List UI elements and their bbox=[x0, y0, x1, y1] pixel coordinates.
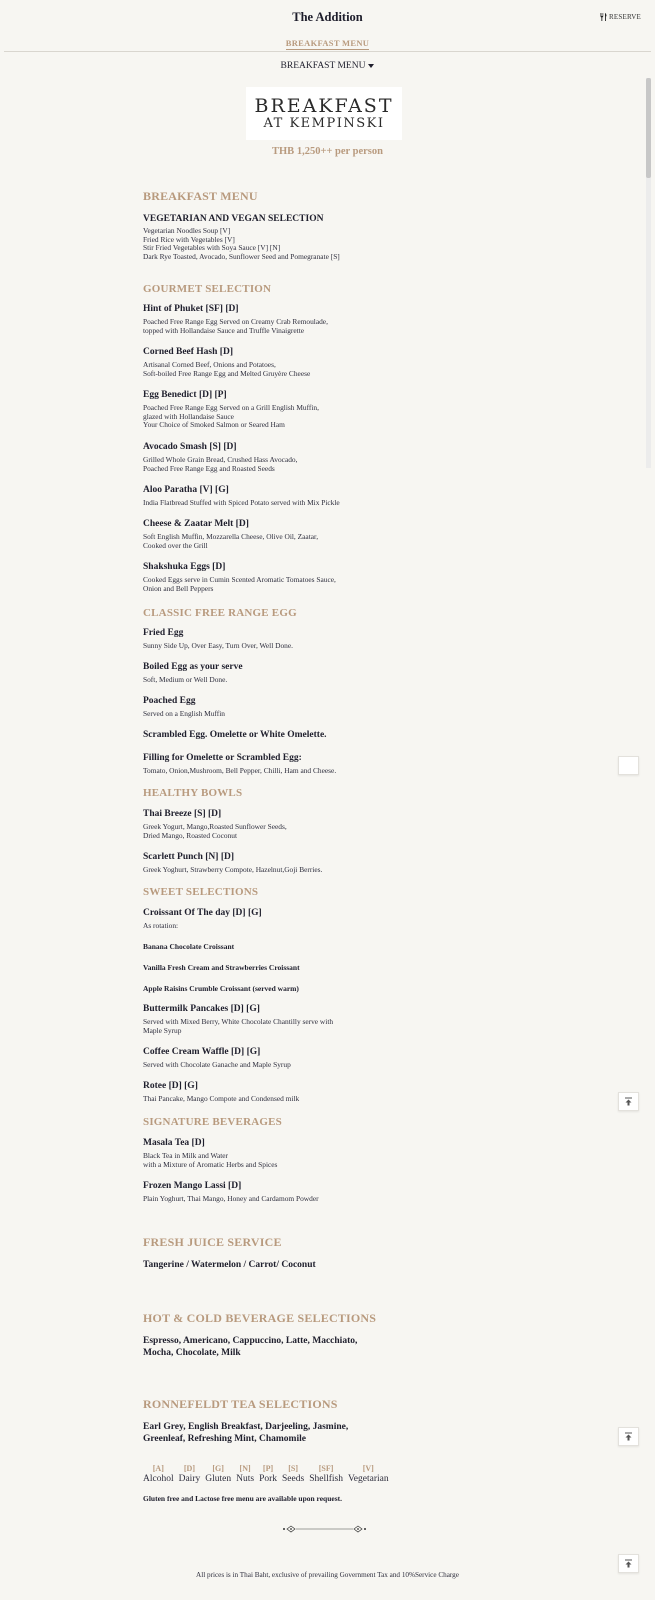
item-description: Served on a English Muffin bbox=[143, 709, 225, 718]
item-title: Masala Tea [D] bbox=[143, 1138, 205, 1148]
legend-item bbox=[236, 1464, 254, 1485]
legend-name: Nuts bbox=[236, 1474, 255, 1484]
section-gourmet: GOURMET SELECTION bbox=[143, 283, 272, 295]
breakfast-logo bbox=[246, 87, 402, 140]
item-title: Cheese & Zaatar Melt [D] bbox=[143, 519, 249, 529]
menu-line: Soft English Muffin, Mozzarella Cheese, Olive Oil, Zaatar, bbox=[143, 532, 319, 541]
menu-item-corned-beef bbox=[143, 347, 310, 378]
legend-code: [A] bbox=[152, 1464, 164, 1473]
hot-cold-list bbox=[143, 1336, 357, 1359]
item-title: Avocado Smash [S] [D] bbox=[143, 442, 237, 452]
menu-item-egg-benedict bbox=[143, 390, 319, 430]
menu-item-masala-tea bbox=[143, 1138, 277, 1169]
menu-item-rotee bbox=[143, 1081, 299, 1104]
legend-name: Seeds bbox=[282, 1474, 305, 1484]
allergen-legend bbox=[143, 1464, 394, 1485]
item-title: Corned Beef Hash [D] bbox=[143, 347, 233, 357]
menu-line: Grilled Whole Grain Bread, Crushed Hass Avocado, bbox=[143, 455, 298, 464]
menu-line: India Flatbread Stuffed with Spiced Potato served with Mix Pickle bbox=[143, 498, 340, 507]
menu-item-mango-lassi bbox=[143, 1181, 319, 1204]
menu-item-avocado-smash bbox=[143, 442, 297, 473]
menu-item-thai-breeze bbox=[143, 809, 287, 840]
menu-line: Vegetarian Noodles Soup [V] bbox=[143, 226, 231, 235]
item-description bbox=[143, 456, 297, 473]
legend-item bbox=[309, 1464, 343, 1485]
legend-code: [D] bbox=[183, 1464, 195, 1473]
item-title: Poached Egg bbox=[143, 696, 196, 706]
item-description bbox=[143, 576, 336, 593]
item-title: Buttermilk Pancakes [D] [G] bbox=[143, 1004, 260, 1014]
menu-item-scarlett-punch bbox=[143, 852, 322, 875]
item-description: Sunny Side Up, Over Easy, Turn Over, Well Done. bbox=[143, 641, 293, 650]
cutlery-icon bbox=[600, 13, 607, 21]
item-description: Soft, Medium or Well Done. bbox=[143, 675, 228, 684]
item-description: Served with Chocolate Ganache and Maple Syrup bbox=[143, 1060, 291, 1069]
menu-line: Poached Free Range Egg Served on a Grill English Muffin, bbox=[143, 403, 319, 412]
legend-item bbox=[282, 1464, 304, 1485]
section-fresh-juice: FRESH JUICE SERVICE bbox=[143, 1235, 282, 1249]
item-title: Rotee [D] [G] bbox=[143, 1081, 198, 1091]
arrow-up-to-line-icon bbox=[624, 1097, 633, 1106]
menu-line: Earl Grey, English Breakfast, Darjeeling, Jasmine, bbox=[143, 1422, 349, 1432]
legend-name: Shellfish bbox=[309, 1474, 343, 1484]
arrow-up-to-line-icon bbox=[624, 1432, 633, 1441]
menu-item-boiled-egg bbox=[143, 662, 243, 685]
menu-dropdown-value: BREAKFAST MENU bbox=[280, 61, 366, 71]
menu-line: Cooked over the Grill bbox=[143, 540, 208, 550]
menu-line: Mocha, Chocolate, Milk bbox=[143, 1347, 241, 1358]
menu-line: Dried Mango, Roasted Coconut bbox=[143, 830, 238, 840]
section-hot-cold-beverages: HOT & COLD BEVERAGE SELECTIONS bbox=[143, 1311, 377, 1325]
legend-name: Alcohol bbox=[143, 1474, 174, 1484]
menu-item-pancakes bbox=[143, 1004, 333, 1035]
legend-code: [G] bbox=[212, 1464, 224, 1473]
section-tea: RONNEFELDT TEA SELECTIONS bbox=[143, 1397, 338, 1411]
legend-name: Vegetarian bbox=[347, 1474, 389, 1484]
legend-name: Gluten bbox=[205, 1474, 232, 1484]
caret-down-icon bbox=[368, 64, 374, 68]
item-title: Scarlett Punch [N] [D] bbox=[143, 852, 235, 862]
legend-item bbox=[259, 1464, 277, 1485]
gluten-free-note: Gluten free and Lactose free menu are available upon request. bbox=[143, 1494, 343, 1503]
menu-item-scrambled: Scrambled Egg. Omelette or White Omelette. bbox=[143, 730, 327, 740]
scroll-to-top-button[interactable] bbox=[618, 1554, 639, 1573]
menu-line: Soft-boiled Free Range Egg and Melted Gruyère Cheese bbox=[143, 368, 311, 378]
croissant-option: Vanilla Fresh Cream and Strawberries Croissant bbox=[143, 963, 300, 972]
item-title: Fried Egg bbox=[143, 628, 184, 638]
item-title: Aloo Paratha [V] [G] bbox=[143, 485, 229, 495]
section-signature-beverages: SIGNATURE BEVERAGES bbox=[143, 1116, 282, 1128]
item-description bbox=[143, 533, 318, 550]
menu-item-cheese-zaatar bbox=[143, 519, 318, 550]
scroll-to-top-button[interactable] bbox=[618, 1092, 639, 1111]
item-description: Plain Yoghurt, Thai Mango, Honey and Cardamom Powder bbox=[143, 1194, 319, 1203]
item-title: Thai Breeze [S] [D] bbox=[143, 809, 222, 819]
item-description: Thai Pancake, Mango Compote and Condensed milk bbox=[143, 1094, 300, 1103]
item-title: Croissant Of The day [D] [G] bbox=[143, 908, 262, 918]
floating-blank-button[interactable] bbox=[618, 756, 639, 775]
legend-code: [V] bbox=[362, 1464, 374, 1473]
menu-line: Onion and Bell Peppers bbox=[143, 583, 214, 593]
menu-item-phuket bbox=[143, 304, 328, 335]
menu-item-poached-egg bbox=[143, 696, 225, 719]
reserve-button[interactable] bbox=[600, 13, 641, 21]
legend-name: Dairy bbox=[178, 1474, 201, 1484]
scrollbar-thumb[interactable] bbox=[646, 78, 651, 178]
legend-item bbox=[179, 1464, 201, 1485]
item-description bbox=[143, 823, 287, 840]
menu-line: topped with Hollandaise Sauce and Truffle Vinaigrette bbox=[143, 325, 305, 335]
item-title: Egg Benedict [D] [P] bbox=[143, 390, 227, 400]
menu-line: with a Mixture of Aromatic Herbs and Spices bbox=[143, 1159, 278, 1169]
item-title: Shakshuka Eggs [D] bbox=[143, 562, 226, 572]
menu-line: Stir Fried Vegetables with Soya Sauce [V] [N] bbox=[143, 243, 281, 252]
scrollbar[interactable] bbox=[646, 78, 651, 468]
legend-item bbox=[143, 1464, 174, 1485]
section-healthy-bowls: HEALTHY BOWLS bbox=[143, 787, 243, 799]
item-title: Boiled Egg as your serve bbox=[143, 662, 243, 672]
reserve-label: RESERVE bbox=[609, 13, 641, 21]
menu-line: Maple Syrup bbox=[143, 1025, 182, 1035]
vegetarian-list bbox=[143, 227, 340, 261]
menu-line: Fried Rice with Vegetables [V] bbox=[143, 234, 235, 244]
menu-line: glazed with Hollandaise Sauce bbox=[143, 411, 234, 421]
legend-code: [P] bbox=[262, 1464, 274, 1473]
legend-item bbox=[205, 1464, 231, 1485]
juice-list: Tangerine / Watermelon / Carrot/ Coconut bbox=[143, 1260, 316, 1270]
menu-item-filling bbox=[143, 753, 336, 776]
ornament-divider-icon bbox=[282, 1524, 367, 1534]
item-description bbox=[143, 1152, 277, 1169]
section-classic-egg: CLASSIC FREE RANGE EGG bbox=[143, 607, 297, 619]
menu-item-croissant bbox=[143, 908, 262, 931]
price-per-person: THB 1,250++ per person bbox=[272, 146, 383, 157]
menu-dropdown[interactable] bbox=[0, 61, 655, 71]
menu-line: Poached Free Range Egg and Roasted Seeds bbox=[143, 463, 275, 473]
site-title[interactable]: The Addition bbox=[292, 10, 363, 24]
menu-line: Dark Rye Toasted, Avocado, Sunflower Seed and Pomegranate [S] bbox=[143, 251, 340, 261]
item-title: Hint of Phuket [SF] [D] bbox=[143, 304, 239, 314]
menu-line: Poached Free Range Egg Served on Creamy Crab Remoulade, bbox=[143, 317, 328, 326]
price-footnote: All prices is in Thai Baht, exclusive of prevailing Government Tax and 10%Service Charge bbox=[196, 1571, 459, 1579]
menu-line: Black Tea in Milk and Water bbox=[143, 1151, 229, 1160]
menu-item-waffle bbox=[143, 1047, 291, 1070]
item-description: As rotation: bbox=[143, 921, 179, 930]
section-sweet: SWEET SELECTIONS bbox=[143, 886, 259, 898]
legend-code: [N] bbox=[239, 1464, 251, 1473]
legend-code: [S] bbox=[288, 1464, 298, 1473]
menu-line: Your Choice of Smoked Salmon or Seared Ham bbox=[143, 420, 285, 429]
menu-line: Cooked Eggs serve in Cumin Scented Aromatic Tomatoes Sauce, bbox=[143, 575, 336, 584]
item-description: Greek Yoghurt, Strawberry Compote, Hazelnut,Goji Berries. bbox=[143, 865, 323, 874]
item-title: Coffee Cream Waffle [D] [G] bbox=[143, 1047, 261, 1057]
croissant-option: Banana Chocolate Croissant bbox=[143, 942, 235, 951]
menu-line: Artisanal Corned Beef, Onions and Potatoes, bbox=[143, 360, 276, 369]
menu-item-aloo-paratha bbox=[143, 485, 340, 508]
logo-line-2: AT KEMPINSKI bbox=[263, 115, 385, 131]
menu-line: Espresso, Americano, Cappuccino, Latte, Macchiato, bbox=[143, 1336, 358, 1346]
item-description bbox=[143, 1018, 333, 1035]
legend-name: Pork bbox=[259, 1474, 278, 1484]
menu-line: Greek Yogurt, Mango,Roasted Sunflower Seeds, bbox=[143, 822, 287, 831]
item-title: Filling for Omelette or Scrambled Egg: bbox=[143, 753, 302, 763]
item-title: Frozen Mango Lassi [D] bbox=[143, 1181, 242, 1191]
legend-code: [SF] bbox=[318, 1464, 334, 1473]
subnav bbox=[4, 33, 651, 51]
site-header bbox=[4, 0, 651, 52]
menu-item-shakshuka bbox=[143, 562, 336, 593]
menu-item-fried-egg bbox=[143, 628, 293, 651]
section-breakfast-menu: BREAKFAST MENU bbox=[143, 189, 258, 203]
vegetarian-title: VEGETARIAN AND VEGAN SELECTION bbox=[143, 214, 324, 224]
arrow-up-to-line-icon bbox=[624, 1559, 633, 1568]
item-description bbox=[143, 361, 310, 378]
croissant-option: Apple Raisins Crumble Croissant (served warm) bbox=[143, 984, 299, 993]
tea-list bbox=[143, 1422, 348, 1445]
logo-line-1: BREAKFAST bbox=[254, 94, 394, 117]
subnav-breakfast-menu[interactable]: BREAKFAST MENU bbox=[285, 38, 370, 48]
item-description: Tomato, Onion,Mushroom, Bell Pepper, Chilli, Ham and Cheese. bbox=[143, 766, 337, 775]
menu-line: Served with Mixed Berry, White Chocolate Chantilly serve with bbox=[143, 1017, 334, 1026]
item-description bbox=[143, 404, 319, 430]
scroll-to-top-button[interactable] bbox=[618, 1427, 639, 1446]
legend-item bbox=[348, 1464, 389, 1485]
menu-line: Greenleaf, Refreshing Mint, Chamomile bbox=[143, 1433, 306, 1444]
item-description bbox=[143, 318, 328, 335]
item-description bbox=[143, 499, 340, 508]
